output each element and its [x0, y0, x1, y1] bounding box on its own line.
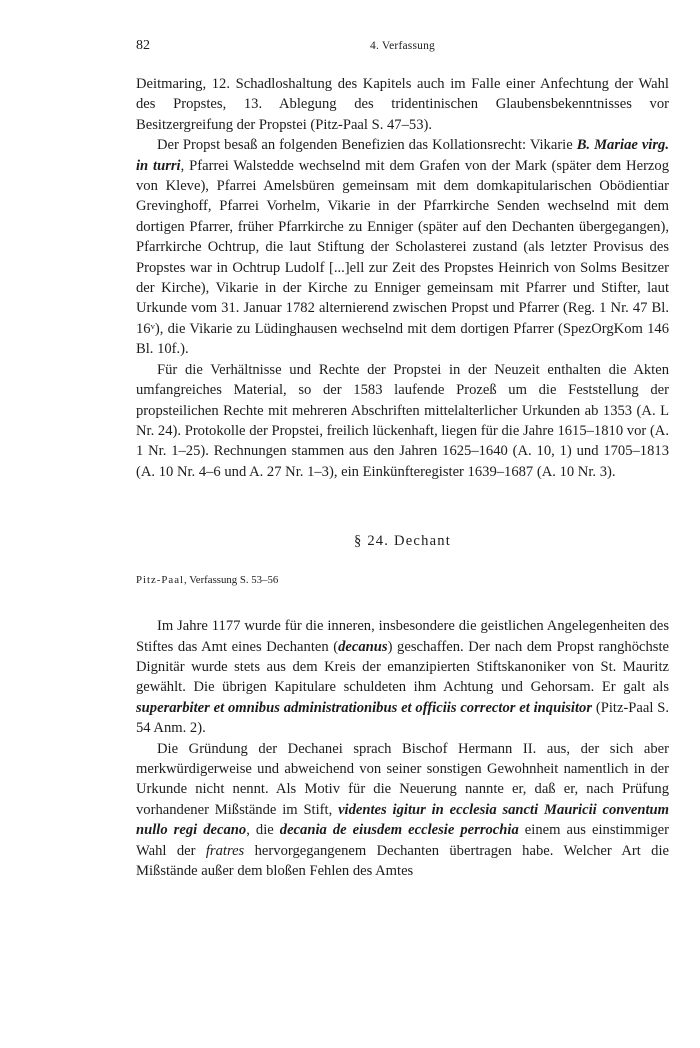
- running-head: 4. Verfassung: [370, 40, 435, 52]
- section-heading: § 24. Dechant: [353, 533, 452, 550]
- paragraph-4: Im Jahre 1177 wurde für die inneren, insbesondere die geistlichen Angelegenheiten des Stiftes das Amt eines Dechanten (decanus) geschaffen. Der nach dem Propst ranghöchste Dignitär wurde stets aus dem Kreis der emanzipierten Stiftskanoniker von St. Mauritz gewählt. Die übrigen Kapitulare schuldeten ihm Achtung und Gehorsam. Er galt als superarbiter et omnibus administrationibus et officiis corrector et inquisitor (Pitz-Paal S. 54 Anm. 2).: [136, 618, 669, 737]
- section-text: [136, 616, 669, 881]
- paragraph-2: Der Propst besaß an folgenden Benefizien das Kollationsrecht: Vikarie B. Mariae virg. in turri, Pfarrei Walstedde wechselnd mit dem Grafen von der Mark (später dem Herzog von Kleve), Pfarrei Amelsbüren gemeinsam mit dem domkapitularischen Obödientiar Grevinghoff, Pfarrei Vorhelm, Vikarie in der Pfarrkirche Senden wechselnd mit dem dortigen Pfarrer, früher Pfarrkirche zu Enniger (später auf den Dechanten übergegangen), Pfarrkirche Ochtrup, die laut Stiftung der Scholasterei zustand (als letzter Provisus des Propstes war in Ochtrup Ludolf [...]ell zur Zeit des Propstes Heinrich von Solms Besitzer der Kirche), Vikarie in der Kirche zu Enniger gemeinsam mit Pfarrer und Stifter, laut Urkunde vom 31. Januar 1782 alternierend zwischen Propst und Pfarrer (Reg. 1 Nr. 47 Bl. 16ᵛ), die Vikarie zu Lüdinghausen wechselnd mit dem dortigen Pfarrer (SpezOrgKom 146 Bl. 10f.).: [136, 137, 670, 358]
- page-number: 82: [136, 38, 150, 53]
- book-page: [136, 38, 669, 881]
- page-header: [136, 38, 669, 58]
- paragraph-5: Die Gründung der Dechanei sprach Bischof Hermann II. aus, der sich aber merkwürdigerweise und abweichend von seiner sonstigen Gewohnheit namentlich in der Urkunde nicht nennt. Als Motiv für die Neuerung nannte er, daß er, nach Prüfung vorhandener Mißstände im Stift, videntes igitur in ecclesia sancti Mauricii conventum nullo regi decano, die decania de eiusdem ecclesie perrochia einem aus einstimmiger Wahl der fratres hervorgegangenem Dechanten übertragen habe. Welcher Art die Mißstände außer dem bloßen Fehlen des Amtes: [136, 740, 670, 879]
- paragraph-1: Deitmaring, 12. Schadloshaltung des Kapitels auch im Falle einer Anfechtung der Wahl des Propstes, 13. Ablegung des tridentinischen Glaubensbekenntnisses vor Besitzergreifung der Propstei (Pitz-Paal S. 47–53).: [136, 76, 669, 133]
- paragraph-3: Für die Verhältnisse und Rechte der Propstei in der Neuzeit enthalten die Akten umfangreiches Material, so der 1583 laufende Prozeß um die Feststellung der propsteilichen Rechte mit mehreren Abschriften mittelalterlicher Urkunden ab 1353 (A. L Nr. 24). Protokolle der Propstei, freilich lückenhaft, liegen für die Jahre 1615–1810 vor (A. 1 Nr. 1–25). Rechnungen stammen aus den Jahren 1625–1640 (A. 10, 1) und 1705–1813 (A. 10 Nr. 4–6 und A. 27 Nr. 1–3), ein Einkünfteregister 1639–1687 (A. 10 Nr. 3).: [136, 361, 669, 480]
- section-reference: Pitz-Paal, Verfassung S. 53–56: [136, 574, 279, 587]
- main-text: [136, 74, 669, 482]
